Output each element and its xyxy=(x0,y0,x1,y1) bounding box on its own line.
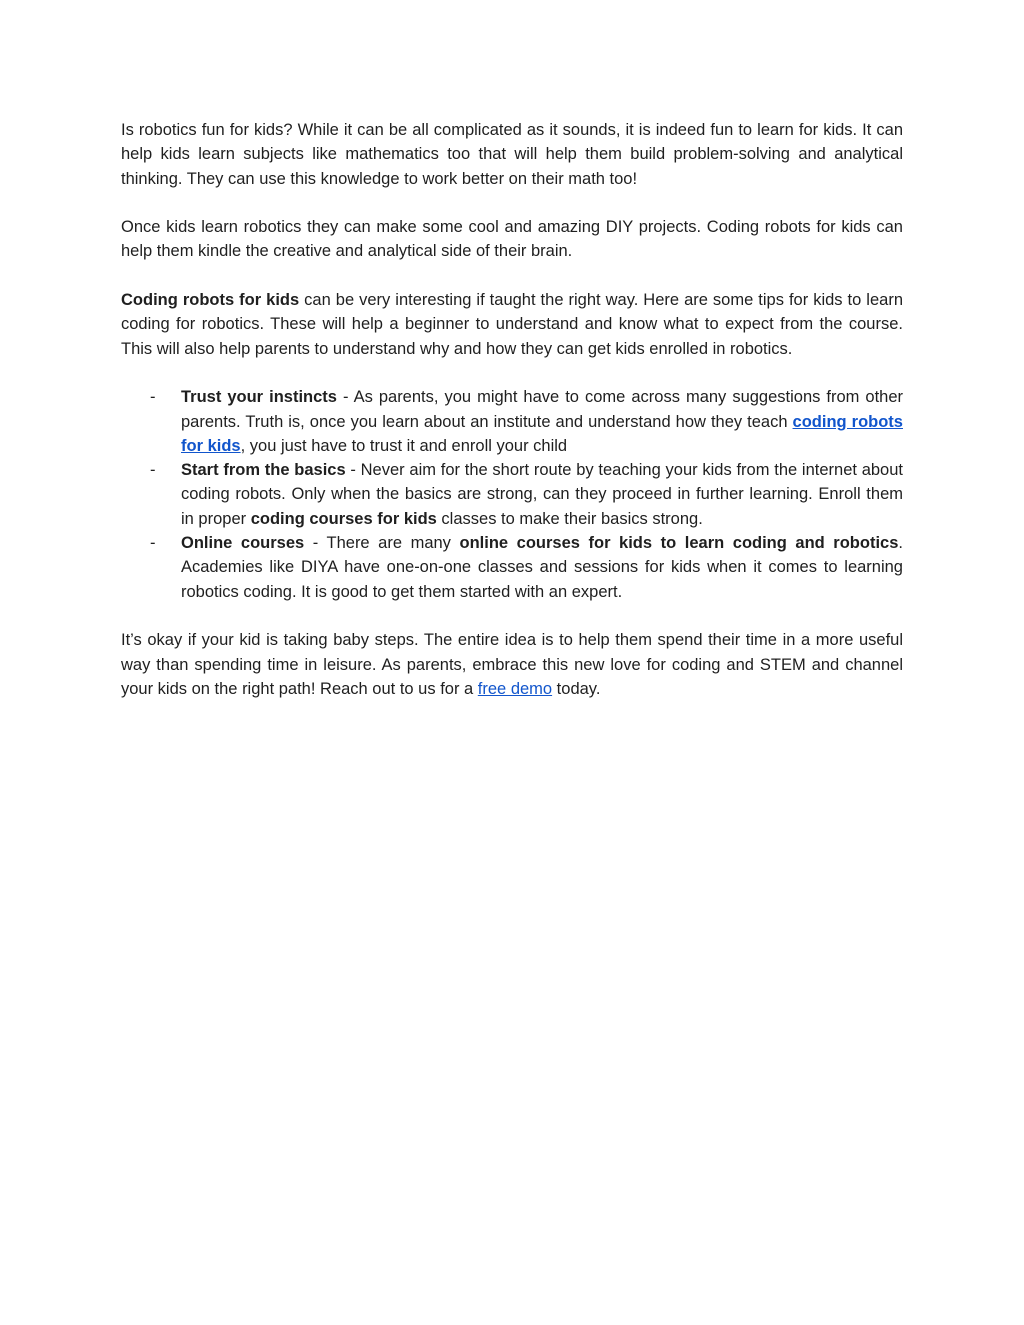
list-item-text-end: . Academies like DIYA have one-on-one classes and sessions for kids when it comes to learning robotics coding. It is good to get them started with an expert. xyxy=(181,534,903,601)
diy-text: Once kids learn robotics they can make some cool and amazing DIY projects. Coding robots for kids can help them kindle the creative and analytical side of their brain. xyxy=(121,218,903,261)
tips-intro-bold: Coding robots for kids xyxy=(121,291,300,310)
list-dash: - xyxy=(150,534,156,553)
closing-text-end: today. xyxy=(552,679,601,698)
list-item-text-end: classes to make their basics strong. xyxy=(436,509,703,528)
list-item-title: Trust your instincts xyxy=(181,388,337,407)
intro-text: Is robotics fun for kids? While it can be all complicated as it sounds, it is indeed fun to learn for kids. It can help kids learn subjects like mathematics too that will help them build problem-solving and analytical thinking. They can use this knowledge to work better on their math too! xyxy=(121,121,903,188)
tips-intro-text: can be very interesting if taught the right way. Here are some tips for kids to learn coding for robotics. These will help a beginner to understand and know what to expect from the course. This will also help parents to understand why and how they can get kids enrolled in robotics. xyxy=(121,291,903,358)
paragraph-spacer xyxy=(121,264,903,288)
list-item-text-end: , you just have to trust it and enroll your child xyxy=(240,436,568,455)
paragraph-spacer xyxy=(121,604,903,628)
closing-text: It’s okay if your kid is taking baby steps. The entire idea is to help them spend their time in a more useful way than spending time in leisure. As parents, embrace this new love for coding and STEM and channel your kids on the right path! Reach out to us for a xyxy=(121,631,903,698)
tips-list xyxy=(121,385,903,604)
list-item-title: Online courses xyxy=(181,534,305,553)
free-demo-link[interactable]: free demo xyxy=(477,679,553,698)
list-item-text: - As parents, you might have to come across many suggestions from other parents. Truth is, once you learn about an institute and understand how they teach xyxy=(181,388,903,431)
closing-paragraph xyxy=(121,628,903,701)
list-item-bold-phrase: online courses for kids to learn coding and robotics xyxy=(459,534,899,553)
list-item-online-courses xyxy=(121,531,903,604)
list-item-text: - There are many xyxy=(304,534,460,553)
document-page xyxy=(121,118,903,701)
intro-paragraph xyxy=(121,118,903,191)
list-item-title: Start from the basics xyxy=(181,461,346,480)
paragraph-spacer xyxy=(121,191,903,215)
list-item-bold-phrase: coding courses for kids xyxy=(250,509,437,528)
tips-intro-paragraph xyxy=(121,288,903,361)
diy-paragraph xyxy=(121,215,903,264)
list-item-start-basics xyxy=(121,458,903,531)
list-dash: - xyxy=(150,388,156,407)
list-dash: - xyxy=(150,461,156,480)
paragraph-spacer xyxy=(121,361,903,385)
list-item-trust-instincts xyxy=(121,385,903,458)
list-item-text: - Never aim for the short route by teaching your kids from the internet about coding robots. Only when the basics are strong, can they proceed in further learning. Enroll them in proper xyxy=(181,461,903,528)
coding-robots-link[interactable]: coding robots for kids xyxy=(181,412,903,455)
